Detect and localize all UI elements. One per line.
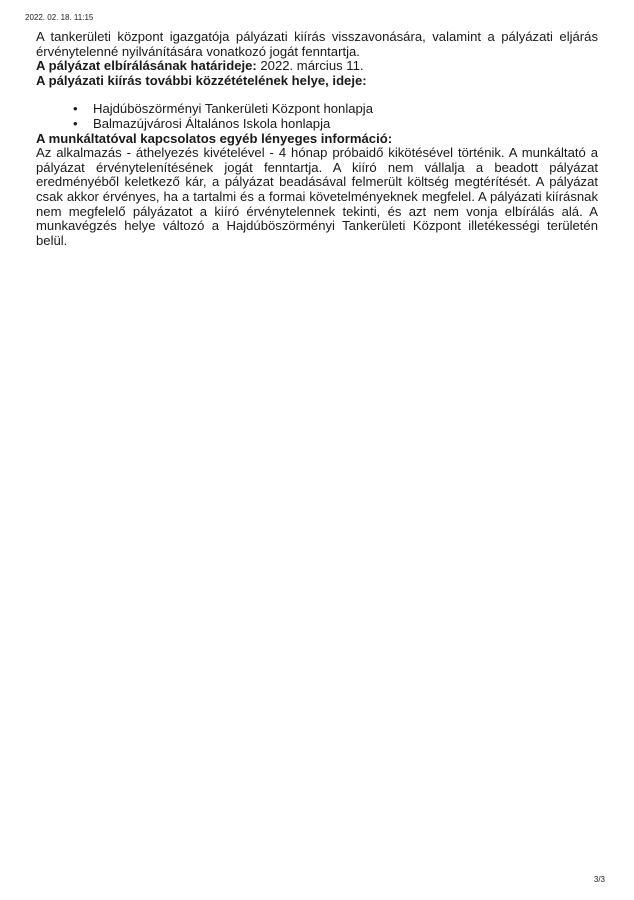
publication-list xyxy=(36,102,598,131)
list-item-text: Hajdúböszörményi Tankerületi Központ honlapja xyxy=(93,101,373,117)
bullet-icon: • xyxy=(73,101,78,117)
list-item xyxy=(73,117,598,132)
deadline-label: A pályázat elbírálásának határideje: xyxy=(36,58,257,74)
publication-heading: A pályázati kiírás további közzétételének helye, ideje: xyxy=(36,72,367,88)
intro-paragraph: A tankerületi központ igazgatója pályázati kiírás visszavonására, valamint a pályázati eljárás érvénytelenné nyilvánítására vonatkozó jogát fenntartja. xyxy=(36,29,598,59)
print-timestamp: 2022. 02. 18. 11:15 xyxy=(25,13,94,22)
bullet-icon: • xyxy=(73,115,78,131)
employer-info-text: Az alkalmazás - áthelyezés kivételével - 4 hónap próbaidő kikötésével történik. A munkáltató a pályázat érvénytelenítésének jogát fenntartja. A kiíró nem vállalja a beadott pályázat eredményéből keletkező kár, a pályázat beadásával felmerült költség megtérítését. A pályázat csak akkor érvényes, ha a tartalmi és a formai követelményeknek megfelel. A pályázati kiírásnak nem megfelelő pályázatot a kiíró érvénytelennek tekinti, és azt nem vonja elbírálás alá. A munkavégzés helye változó a Hajdúböszörményi Tankerületi Központ illetékességi területén belül. xyxy=(36,145,598,248)
list-item-text: Balmazújvárosi Általános Iskola honlapja xyxy=(93,115,331,131)
deadline-value: 2022. március 11. xyxy=(256,58,364,74)
employer-info-heading: A munkáltatóval kapcsolatos egyéb lényeges információ: xyxy=(36,130,393,146)
document-body xyxy=(36,30,598,248)
deadline-line xyxy=(36,59,598,74)
list-item xyxy=(73,102,598,117)
page-number: 3/3 xyxy=(593,875,605,884)
